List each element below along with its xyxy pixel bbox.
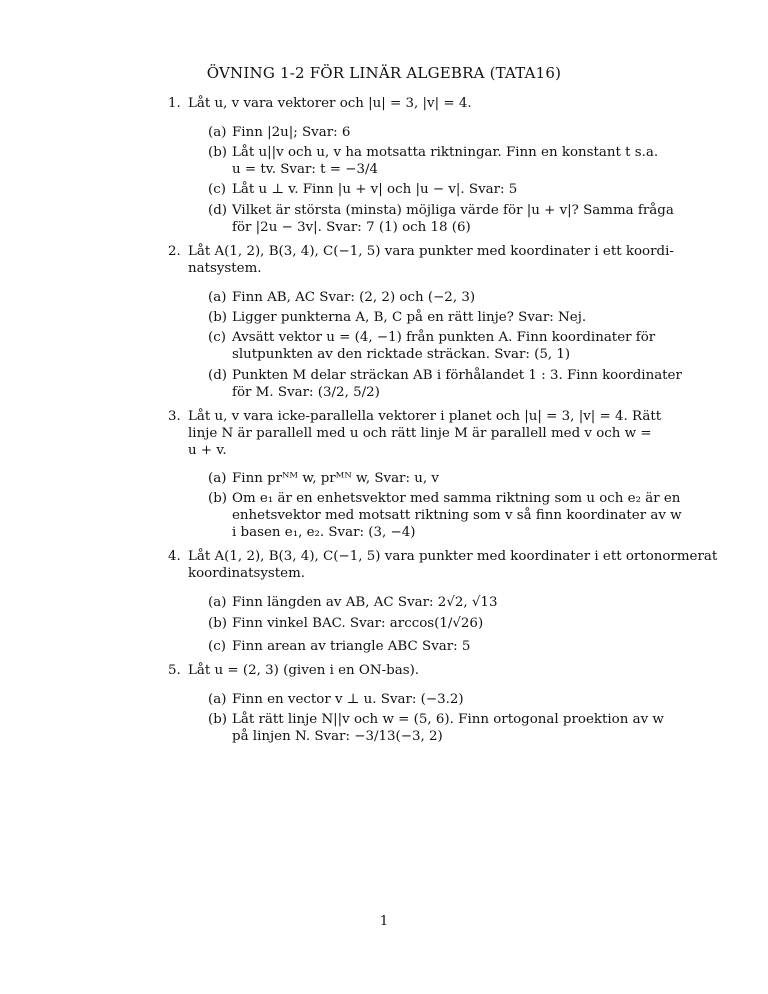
problem-2-intro-line-1: Låt A(1, 2), B(3, 4), C(−1, 5) vara punkter med koordinater i ett koordi- [188,244,674,259]
problem-1b-text-line-2: u = tv. Svar: t = −3/4 [232,162,379,177]
document-title: ÖVNING 1-2 FÖR LINÄR ALGEBRA (TATA16) [206,64,562,82]
problem-1d-label: (d) [208,203,228,218]
problem-4-intro-line-1: Låt A(1, 2), B(3, 4), C(−1, 5) vara punkter med koordinater i ett ortonormerat [188,549,718,564]
problem-2-intro-line-2: natsystem. [188,261,262,276]
problem-3b-text-line-3: i basen e₁, e₂. Svar: (3, −4) [232,525,416,540]
problem-5b-text-line-2: på linjen N. Svar: −3/13(−3, 2) [232,729,443,744]
problem-2-number: 2. [168,244,181,259]
problem-4a-text: Finn längden av AB, AC Svar: 2√2, √13 [232,595,498,610]
problem-2c-text-line-2: slutpunkten av den ricktade sträckan. Svar: (5, 1) [232,347,571,362]
problem-2d-text-line-2: för M. Svar: (3/2, 5/2) [232,385,380,400]
problem-5b-text-line-1: Låt rätt linje N||v och w = (5, 6). Finn ortogonal proektion av w [232,712,664,727]
problem-2c-label: (c) [208,330,226,345]
problem-3-number: 3. [168,409,181,424]
problem-3b-text-line-2: enhetsvektor med motsatt riktning som v så finn koordinater av w [232,508,682,523]
problem-3-intro-line-3: u + v. [188,443,227,458]
problem-2b-label: (b) [208,310,228,325]
problem-3-intro-line-2: linje N är parallell med u och rätt linje M är parallell med v och w = [188,426,652,441]
problem-5b-label: (b) [208,712,228,727]
problem-5-number: 5. [168,663,181,678]
problem-3a-label: (a) [208,471,227,486]
problem-4b-text: Finn vinkel BAC. Svar: arccos(1/√26) [232,616,484,631]
problem-2d-text-line-1: Punkten M delar sträckan AB i förhålandet 1 : 3. Finn koordinater [232,368,682,383]
problem-1b-label: (b) [208,145,228,160]
page-number: 1 [379,914,389,929]
problem-1a-label: (a) [208,125,227,140]
problem-1c-label: (c) [208,182,226,197]
problem-1b-text-line-1: Låt u||v och u, v ha motsatta riktningar. Finn en konstant t s.a. [232,145,659,160]
problem-2c-text-line-1: Avsätt vektor u = (4, −1) från punkten A. Finn koordinater för [232,330,656,345]
problem-4-number: 4. [168,549,181,564]
problem-5a-text: Finn en vector v ⊥ u. Svar: (−3.2) [232,692,464,707]
problem-4b-label: (b) [208,616,228,631]
problem-3-intro-line-1: Låt u, v vara icke-parallella vektorer i planet och |u| = 3, |v| = 4. Rätt [188,409,662,424]
problem-1d-text-line-2: för |2u − 3v|. Svar: 7 (1) och 18 (6) [232,220,471,235]
problem-4c-label: (c) [208,639,226,654]
problem-3b-text-line-1: Om e₁ är en enhetsvektor med samma riktning som u och e₂ är en [232,491,681,506]
problem-1-number: 1. [168,96,181,111]
problem-5a-label: (a) [208,692,227,707]
problem-1d-text-line-1: Vilket är största (minsta) möjliga värde för |u + v|? Samma fråga [232,203,674,218]
problem-4-intro-line-2: koordinatsystem. [188,566,306,581]
problem-2a-text: Finn AB, AC Svar: (2, 2) och (−2, 3) [232,290,476,305]
problem-4c-text: Finn arean av triangle ABC Svar: 5 [232,639,471,654]
problem-1a-text: Finn |2u|; Svar: 6 [232,125,351,140]
problem-3a-text: Finn prᴺᴹ w, prᴹᴺ w, Svar: u, v [232,471,439,486]
problem-3b-label: (b) [208,491,228,506]
problem-4a-label: (a) [208,595,227,610]
problem-2a-label: (a) [208,290,227,305]
problem-1-intro-line-1: Låt u, v vara vektorer och |u| = 3, |v| = 4. [188,96,472,111]
problem-5-intro-line-1: Låt u = (2, 3) (given i en ON-bas). [188,663,420,678]
problem-1c-text: Låt u ⊥ v. Finn |u + v| och |u − v|. Svar: 5 [232,182,518,197]
problem-2b-text: Ligger punkterna A, B, C på en rätt linje? Svar: Nej. [232,310,587,325]
problem-2d-label: (d) [208,368,228,383]
